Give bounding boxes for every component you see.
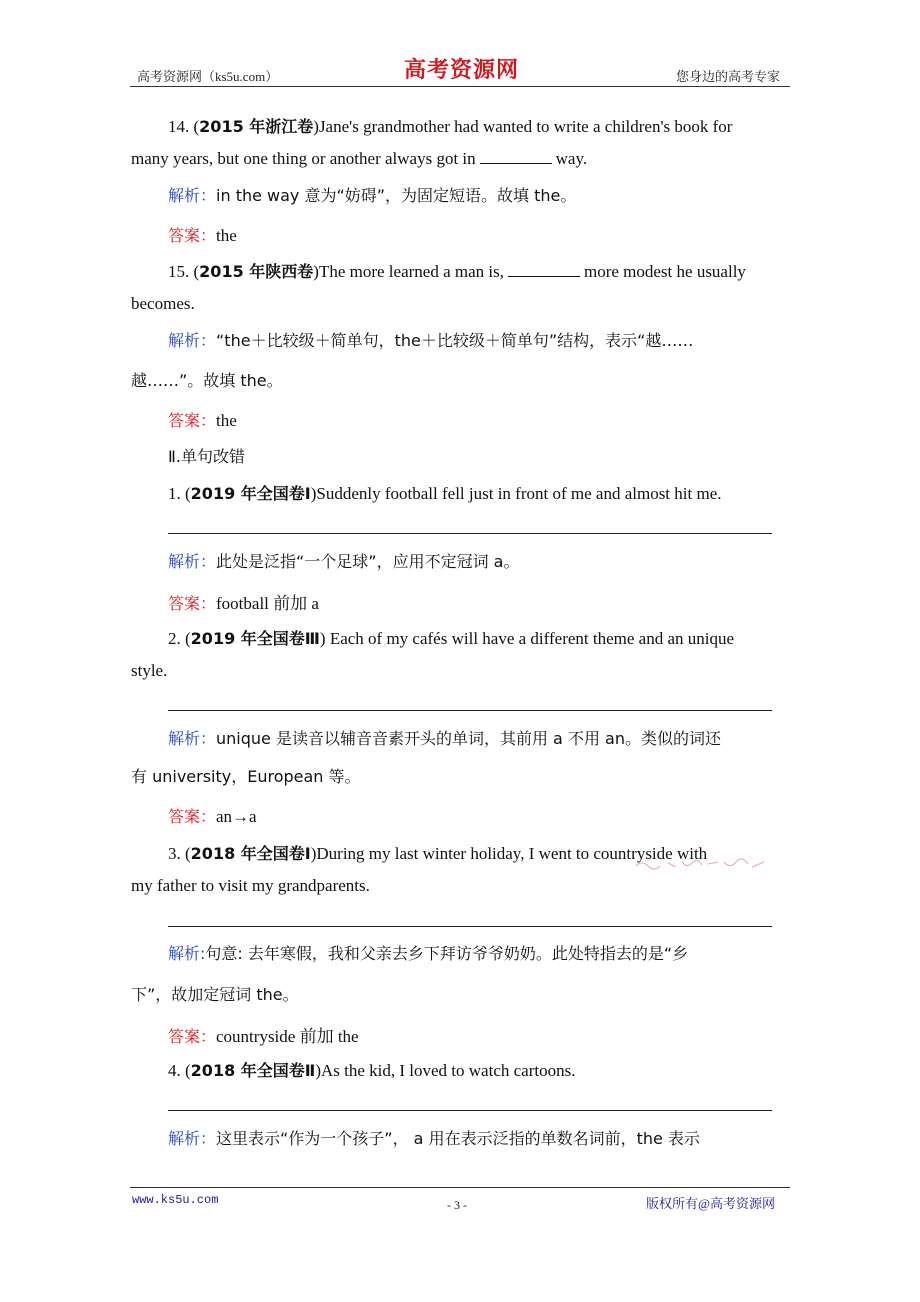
c2-jiexi-b: 有 university，European 等。 bbox=[131, 767, 361, 786]
c3-answer-line bbox=[168, 926, 772, 927]
c1-answer-line bbox=[168, 533, 772, 534]
c3-line-2 bbox=[131, 876, 370, 896]
c4-text: )As the kid, I loved to watch cartoons. bbox=[315, 1061, 576, 1080]
c2-number: 2. ( bbox=[168, 629, 191, 648]
c3-jiexi-a: 句意: 去年寒假，我和父亲去乡下拜访爷爷奶奶。此处特指去的是“乡 bbox=[205, 944, 689, 963]
q14-number: 14. ( bbox=[168, 117, 200, 136]
answer-label: 答案： bbox=[168, 411, 217, 430]
footer-rule bbox=[130, 1187, 790, 1188]
c3-text-a: )During my last winter holiday, I went to countryside with bbox=[310, 844, 708, 863]
c2-text-b: style. bbox=[131, 661, 168, 680]
answer-label: 答案： bbox=[168, 807, 217, 826]
c2-jiexi-2 bbox=[131, 764, 361, 787]
c2-line-2 bbox=[131, 661, 167, 681]
c4-jiexi-text: 这里表示“作为一个孩子”， a 用在表示泛指的单数名词前，the 表示 bbox=[216, 1129, 700, 1148]
header-site-name: 高考资源网（ks5u.com） bbox=[137, 69, 279, 84]
q15-text-a2: more modest he usually bbox=[583, 262, 746, 281]
c4-source: 2018 年全国卷Ⅱ bbox=[190, 1061, 316, 1080]
jiexi-label: 解析: bbox=[168, 944, 206, 963]
jiexi-label: 解析： bbox=[168, 552, 217, 571]
c1-source: 2019 年全国卷Ⅰ bbox=[190, 484, 311, 503]
q15-source: 2015 年陕西卷 bbox=[199, 262, 314, 281]
q15-answer bbox=[168, 408, 237, 431]
c4-jiexi bbox=[168, 1126, 700, 1149]
q14-blank bbox=[480, 162, 552, 164]
q14-text-b1: many years, but one thing or another always got in bbox=[131, 149, 476, 168]
c2-answer bbox=[168, 804, 257, 827]
c3-jiexi-1 bbox=[168, 941, 688, 964]
header-slogan: 您身边的高考专家 bbox=[676, 69, 781, 84]
q14-answer bbox=[168, 223, 237, 246]
section-title: Ⅱ.单句改错 bbox=[168, 447, 245, 466]
q14-line-2 bbox=[131, 149, 587, 169]
c1-answer-text: football 前加 a bbox=[216, 594, 319, 613]
c2-jiexi-a: unique 是读音以辅音音素开头的单词，其前用 a 不用 an。类似的词还 bbox=[216, 729, 721, 748]
c2-text-a: ) Each of my cafés will have a different theme and an unique bbox=[319, 629, 735, 648]
c4-number: 4. ( bbox=[168, 1061, 191, 1080]
q15-line-2 bbox=[131, 294, 195, 314]
q15-answer-text: the bbox=[216, 411, 237, 430]
jiexi-label: 解析： bbox=[168, 729, 217, 748]
answer-label: 答案： bbox=[168, 1027, 217, 1046]
header-rule bbox=[130, 86, 790, 87]
c2-jiexi-1 bbox=[168, 726, 721, 749]
q14-line-1 bbox=[168, 114, 732, 137]
jiexi-label: 解析： bbox=[168, 331, 217, 350]
footer-url[interactable]: www.ks5u.com bbox=[132, 1193, 219, 1207]
q14-answer-text: the bbox=[216, 226, 237, 245]
c4-answer-line bbox=[168, 1110, 772, 1111]
q15-jiexi-b: 越……”。故填 the。 bbox=[131, 371, 283, 390]
footer-copyright: 版权所有@高考资源网 bbox=[646, 1196, 775, 1211]
q14-source: 2015 年浙江卷 bbox=[199, 117, 314, 136]
q15-number: 15. ( bbox=[168, 262, 200, 281]
c2-line-1 bbox=[168, 626, 734, 649]
page-number: - 3 - bbox=[447, 1198, 467, 1212]
c1-jiexi-text: 此处是泛指“一个足球”，应用不定冠词 a。 bbox=[216, 552, 520, 571]
c3-source: 2018 年全国卷Ⅰ bbox=[190, 844, 311, 863]
header-logo: 高考资源网 bbox=[404, 57, 520, 83]
c2-answer-text: an→a bbox=[216, 807, 257, 826]
q15-text-b: becomes. bbox=[131, 294, 195, 313]
c4-line-1 bbox=[168, 1058, 575, 1081]
c3-line-1 bbox=[168, 841, 707, 864]
c3-jiexi-2 bbox=[131, 982, 299, 1005]
q14-text-b2: way. bbox=[555, 149, 588, 168]
c1-jiexi bbox=[168, 549, 520, 572]
c1-number: 1. ( bbox=[168, 484, 191, 503]
answer-label: 答案： bbox=[168, 594, 217, 613]
c3-jiexi-b: 下”，故加定冠词 the。 bbox=[131, 985, 299, 1004]
c3-answer bbox=[168, 1022, 359, 1047]
c3-number: 3. ( bbox=[168, 844, 191, 863]
c1-text: )Suddenly football fell just in front of me and almost hit me. bbox=[310, 484, 722, 503]
q15-jiexi-1 bbox=[168, 328, 693, 351]
q15-line-1 bbox=[168, 259, 746, 282]
q14-text-a: )Jane's grandmother had wanted to write a children's book for bbox=[313, 117, 733, 136]
jiexi-label: 解析： bbox=[168, 1129, 217, 1148]
c3-text-b: my father to visit my grandparents. bbox=[131, 876, 370, 895]
q14-jiexi bbox=[168, 183, 576, 206]
c1-answer bbox=[168, 589, 319, 614]
jiexi-label: 解析： bbox=[168, 186, 217, 205]
q15-blank bbox=[508, 275, 580, 277]
c3-answer-text: countryside 前加 the bbox=[216, 1027, 359, 1046]
c1-line-1 bbox=[168, 481, 722, 504]
q15-jiexi-2 bbox=[131, 368, 283, 391]
red-handwriting-mark bbox=[634, 858, 768, 870]
answer-label: 答案： bbox=[168, 226, 217, 245]
c2-source: 2019 年全国卷Ⅲ bbox=[190, 629, 320, 648]
q15-text-a1: )The more learned a man is, bbox=[313, 262, 504, 281]
q14-jiexi-text: in the way 意为“妨碍”，为固定短语。故填 the。 bbox=[216, 186, 577, 205]
q15-jiexi-a: “the＋比较级＋简单句，the＋比较级＋简单句”结构，表示“越…… bbox=[216, 331, 694, 350]
c2-answer-line bbox=[168, 710, 772, 711]
